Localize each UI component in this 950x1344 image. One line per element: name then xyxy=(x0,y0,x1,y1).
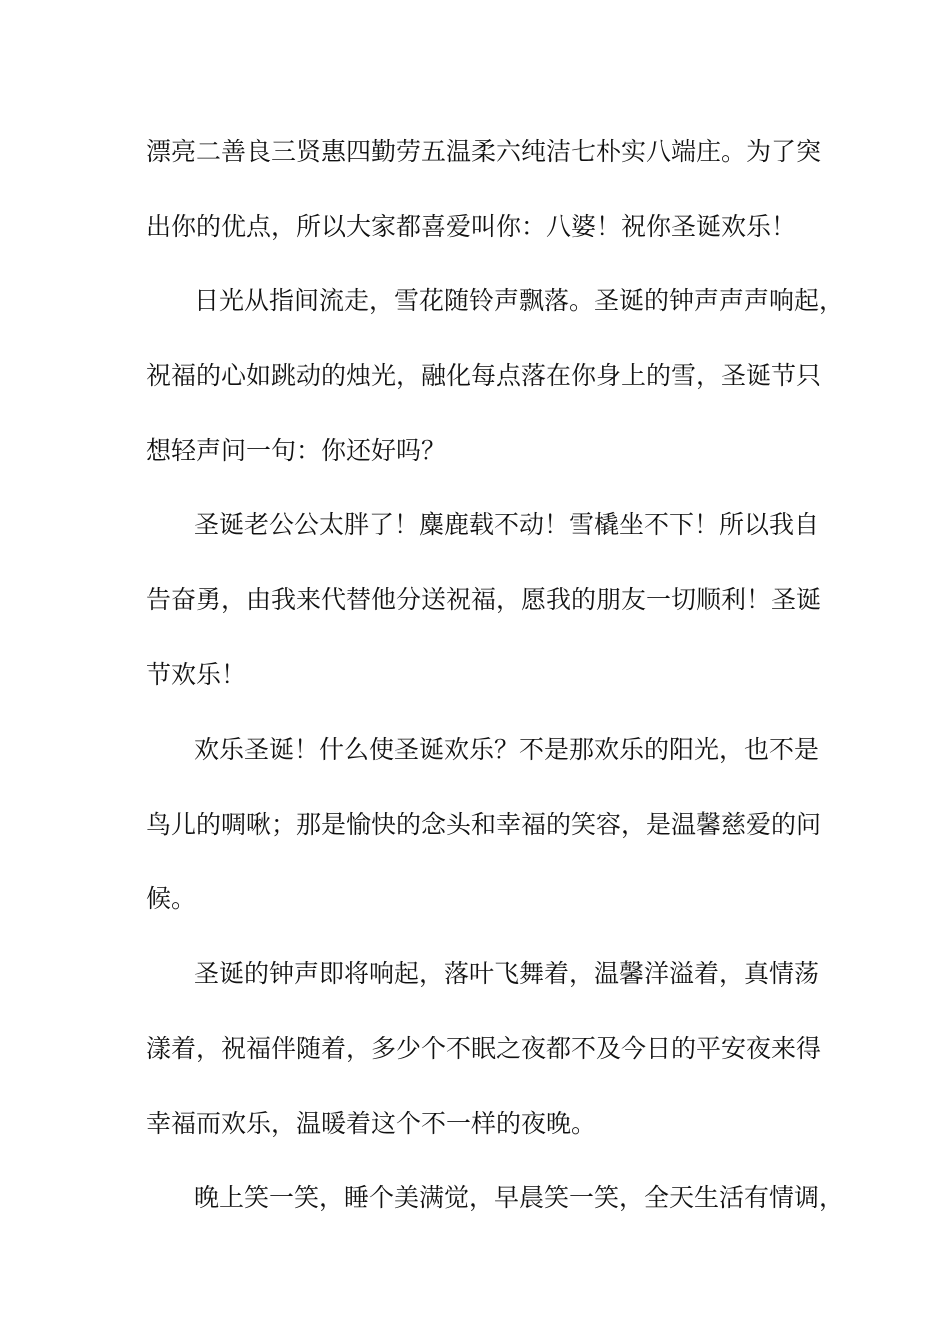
text-line: 幸福而欢乐，温暖着这个不一样的夜晚。 xyxy=(146,1109,597,1138)
paragraph-first-line: 日光从指间流走，雪花随铃声飘落。圣诞的钟声声声响起， xyxy=(194,286,845,315)
text-line: 祝福的心如跳动的烛光，融化每点落在你身上的雪，圣诞节只 xyxy=(146,361,822,390)
text-line: 想轻声问一句：你还好吗？ xyxy=(146,436,447,465)
text-line: 候。 xyxy=(146,884,197,913)
text-line: 节欢乐！ xyxy=(146,660,247,689)
paragraph-first-line: 晚上笑一笑，睡个美满觉，早晨笑一笑，全天生活有情调， xyxy=(194,1183,845,1212)
paragraph-first-line: 圣诞老公公太胖了！麋鹿载不动！雪橇坐不下！所以我自 xyxy=(194,510,820,539)
text-line: 鸟儿的啁啾；那是愉快的念头和幸福的笑容，是温馨慈爱的问 xyxy=(146,810,822,839)
text-line: 告奋勇，由我来代替他分送祝福，愿我的朋友一切顺利！圣诞 xyxy=(146,585,822,614)
paragraph-first-line: 圣诞的钟声即将响起，落叶飞舞着，温馨洋溢着，真情荡 xyxy=(194,959,820,988)
text-line: 漾着，祝福伴随着，多少个不眠之夜都不及今日的平安夜来得 xyxy=(146,1034,822,1063)
paragraph-first-line: 欢乐圣诞！什么使圣诞欢乐？不是那欢乐的阳光，也不是 xyxy=(194,735,820,764)
text-line: 漂亮二善良三贤惠四勤劳五温柔六纯洁七朴实八端庄。为了突 xyxy=(146,137,822,166)
text-line: 出你的优点，所以大家都喜爱叫你：八婆！祝你圣诞欢乐！ xyxy=(146,212,797,241)
